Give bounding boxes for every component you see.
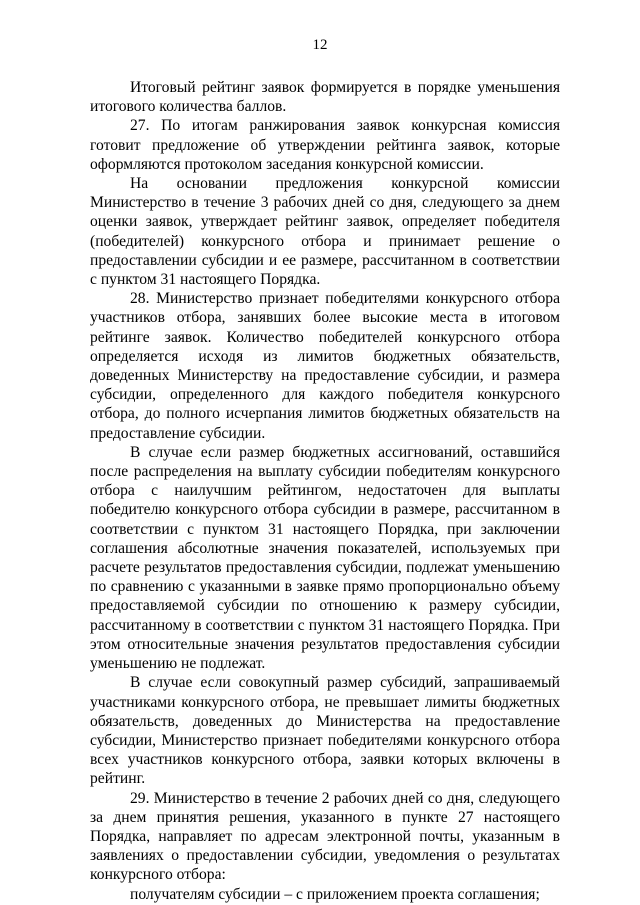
paragraph-29: 29. Министерство в течение 2 рабочих дней со дня, следующего за днем принятия решения, указанного в пункте 27 настоящего Порядка, направляет по адресам электронной почты, указанным в заявлениях о предоставлении субсидии, уведомления о результатах конкурсного отбора: xyxy=(90,789,560,884)
paragraph-29-recipients: получателям субсидии – с приложением проекта соглашения; xyxy=(130,885,540,903)
paragraph-27: 27. По итогам ранжирования заявок конкурсная комиссия готовит предложение об утверждении рейтинга заявок, которые оформляются протоколом заседания конкурсной комиссии. xyxy=(90,117,560,173)
paragraph-rating-order: Итоговый рейтинг заявок формируется в порядке уменьшения итогового количества баллов. xyxy=(90,79,560,116)
page-number: 12 xyxy=(312,37,328,53)
document-body xyxy=(90,78,560,904)
paragraph-27-approval: На основании предложения конкурсной комиссии Министерство в течение 3 рабочих дней со дня, следующего за днем оценки заявок, утверждает рейтинг заявок, определяет победителя (победителей) конкурсного отбора и принимает решение о предоставлении субсидии и ее размере, рассчитанном в соответствии с пунктом 31 настоящего Порядка. xyxy=(90,175,560,289)
paragraph-28-insufficient-funds: В случае если размер бюджетных ассигнований, оставшийся после распределения на выплату субсидии победителям конкурсного отбора с наилучшим рейтингом, недостаточен для выплаты победителю конкурсного отбора субсидии в размере, рассчитанном в соответствии с пунктом 31 настоящего Порядка, при заключении соглашения абсолютные значения показателей, используемых при расчете результатов предоставления субсидии, подлежат уменьшению по сравнению с указанными в заявке прямо пропорционально объему предоставляемой субсидии по отношению к размеру субсидии, рассчитанному в соответствии с пунктом 31 настоящего Порядка. При этом относительные значения результатов предоставления субсидии уменьшению не подлежат. xyxy=(90,443,560,673)
paragraph-28-total-subsidies: В случае если совокупный размер субсидий, запрашиваемый участниками конкурсного отбора, не превышает лимиты бюджетных обязательств, доведенных до Министерства на предоставление субсидии, Министерство признает победителями конкурсного отбора всех участников конкурсного отбора, заявки которых включены в рейтинг. xyxy=(90,674,560,788)
paragraph-28: 28. Министерство признает победителями конкурсного отбора участников отбора, занявших более высокие места в итоговом рейтинге заявок. Количество победителей конкурсного отбора определяется исходя из лимитов бюджетных обязательств, доведенных Министерству на предоставление субсидии, и размера субсидии, определенного для каждого победителя конкурсного отбора, до полного исчерпания лимитов бюджетных обязательств на предоставление субсидии. xyxy=(90,290,560,442)
